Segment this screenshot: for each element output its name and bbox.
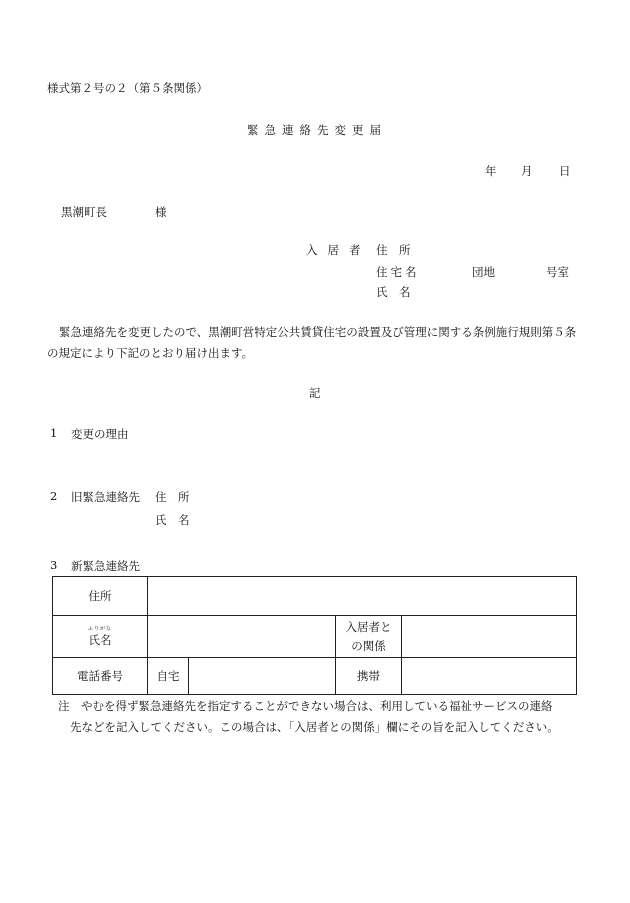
section2-label: 旧緊急連絡先 <box>71 490 140 504</box>
name-cell[interactable] <box>148 616 336 658</box>
note-prefix: 注 <box>58 699 70 713</box>
note-line1: やむを得ず緊急連絡先を指定することができない場合は、利用している福祉サービスの連絡 <box>81 699 553 713</box>
resident-housing-label: 住宅名 <box>376 265 420 279</box>
addressee-honorific: 様 <box>155 205 167 219</box>
name-label: 氏名 <box>88 632 112 647</box>
date-day: 日 <box>559 164 571 178</box>
section3-label: 新緊急連絡先 <box>71 559 140 573</box>
relation-line1: 入居者と <box>345 619 392 634</box>
home-label: 自宅 <box>148 658 189 695</box>
form-number: 様式第２号の２（第５条関係） <box>47 81 208 95</box>
mobile-label: 携帯 <box>336 658 402 695</box>
mobile-phone-cell[interactable] <box>402 658 577 695</box>
addressee-name: 黒潮町長 <box>61 205 107 219</box>
new-contact-table <box>52 576 577 695</box>
resident-danchi: 団地 <box>472 265 495 279</box>
body-text: 緊急連絡先を変更したので、黒潮町営特定公共賃貸住宅の設置及び管理に関する条例施行規則第５条の規定により下記のとおり届け出ます。 <box>47 325 577 360</box>
ki-label: 記 <box>309 386 321 400</box>
relation-line2: の関係 <box>351 638 386 653</box>
address-header: 住所 <box>53 577 148 616</box>
note-line2: 先などを記入してください。この場合は、「入居者との関係」欄にその旨を記入してください。 <box>70 720 559 734</box>
section2-number: 2 <box>50 489 58 503</box>
resident-name-label: 氏 名 <box>376 285 411 299</box>
relation-cell[interactable] <box>402 616 577 658</box>
section1-number: 1 <box>50 426 58 440</box>
date-year: 年 <box>485 164 497 178</box>
resident-label: 入居者 <box>306 243 371 257</box>
document-title: 緊急連絡先変更届 <box>247 123 387 137</box>
date-month: 月 <box>521 164 533 178</box>
name-ruby: ふりがな <box>87 625 112 632</box>
section1-label: 変更の理由 <box>71 427 129 441</box>
resident-room: 号室 <box>546 265 569 279</box>
resident-address-label: 住 所 <box>376 243 411 257</box>
phone-header: 電話番号 <box>53 658 148 695</box>
relation-header <box>336 616 402 658</box>
address-cell[interactable] <box>148 577 577 616</box>
section3-number: 3 <box>50 558 58 572</box>
section2-address-label: 住 所 <box>155 490 190 504</box>
section2-name-label: 氏 名 <box>155 513 190 527</box>
name-header <box>53 616 148 658</box>
home-phone-cell[interactable] <box>189 658 336 695</box>
